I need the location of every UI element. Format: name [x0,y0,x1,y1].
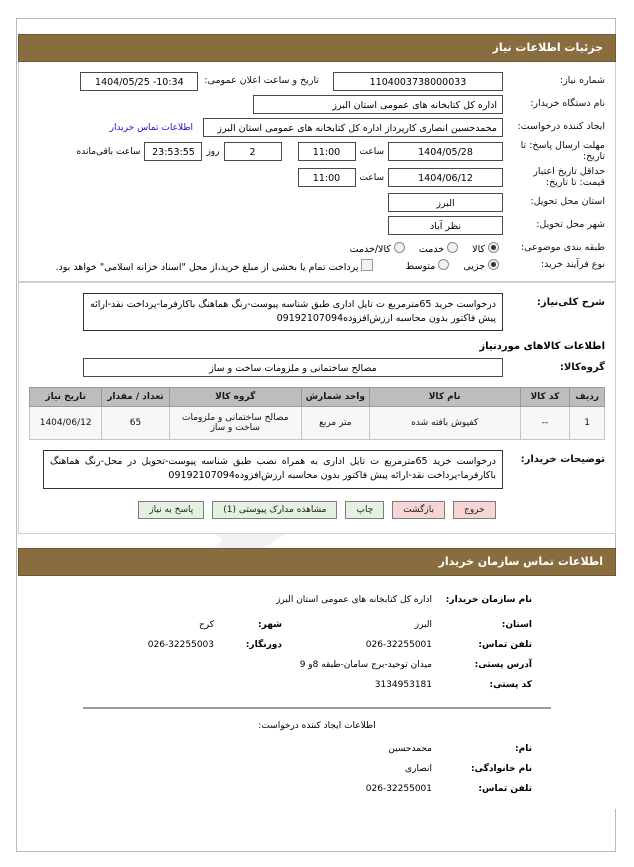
creator-phone-label: تلفن تماس: [478,783,532,794]
buyer-contact-panel [18,576,616,809]
respond-to-need-button[interactable]: پاسخ به نیاز [138,501,204,519]
province-value: البرز [388,193,503,212]
buyer-org-label: نام دستگاه خریدار: [530,98,605,110]
buyer-notes-label: توضیحات خریدار: [520,454,605,466]
creator-label: ایجاد کننده درخواست: [517,121,605,133]
contact-divider [83,707,551,709]
col-quantity: تعداد / مقدار [102,388,169,407]
col-group: گروه کالا [169,388,301,407]
contact-address-value: میدان توحید-برج سامان-طبقه 8و 9 [299,659,432,670]
col-unit: واحد شمارش [301,388,369,407]
hour-label-1: ساعت [359,146,384,157]
city-label: شهر محل تحویل: [536,218,605,230]
category-option-goods-service-label: کالا/خدمت [349,243,391,255]
creator-first-name-value: محمدحسین [388,743,432,754]
category-option-goods[interactable] [472,242,503,255]
cell-code: -- [520,407,570,440]
radio-icon-service[interactable] [447,242,458,253]
row-buyer-org [29,93,605,116]
row-province [29,191,605,214]
row-creator-first-name [102,739,532,759]
category-label: طبقه بندی موضوعی: [520,241,605,253]
days-remaining-value: 2 [224,142,282,161]
category-option-goods-label: کالا [472,243,485,255]
col-row: ردیف [570,388,605,407]
cell-row: 1 [570,407,605,440]
row-buyer-notes [29,448,605,491]
table-row [30,407,605,440]
row-purchase-type [29,257,605,275]
goods-table [29,387,605,440]
summary-label: شرح کلی‌نیاز: [536,296,605,308]
category-option-service-label: خدمت [418,243,445,255]
checkbox-icon-treasury[interactable] [361,259,373,271]
purchase-type-label: نوع فرآیند خرید: [540,259,605,271]
creator-first-name-label: نام: [515,743,532,754]
price-validity-time: 11:00 [298,168,356,187]
public-announce-value: 1404/05/25 -10:34 [80,72,198,91]
price-validity-label: حداقل تاریخ اعتبار قیمت: تا تاریخ: [533,165,605,188]
need-number-label: شماره نیاز: [559,75,605,87]
purchase-type-option-minor-label: جزیی [463,261,485,273]
cell-quantity: 65 [102,407,169,440]
exit-button[interactable]: خروج [453,501,496,519]
creator-value: محمدحسین انصاری کارپرداز اداره کل کتابخانه های عمومی استان البرز [203,118,503,137]
reply-deadline-label: مهلت ارسال پاسخ: تا تاریخ: [520,140,605,162]
row-contact-address [102,655,532,675]
row-goods-group [29,356,605,379]
days-unit-label: روز [206,146,220,157]
contact-address-label: آدرس پستی: [474,659,532,670]
contact-org-value: اداره کل کتابخانه های عمومی استان البرز [276,594,432,605]
price-validity-date: 1404/06/12 [388,168,503,187]
treasury-checkbox-option[interactable] [56,259,378,273]
creator-last-name-label: نام خانوادگی: [470,763,532,774]
creator-last-name-value: انصاری [405,763,432,774]
contact-city-label: شهر: [258,619,282,630]
countdown-label: ساعت باقی‌مانده [76,146,141,157]
buyer-notes-value: درخواست خرید 65مترمربع ت تایل اداری به همراه نصب طبق شناسه پیوست-تحویل در محل-رنگ هماهنگ باکارفرما-پرداخت نقد-ارائه پیش فاکتور بدون محاسبه ارزش‌افزوده09192107094 [43,450,503,489]
row-contact-province-city [102,610,532,635]
view-attachments-button[interactable]: مشاهده مدارک پیوستی (1) [212,501,337,519]
contact-fax-label: دورنگار: [245,639,282,650]
countdown-value: 23:53:55 [144,142,202,161]
cell-need-date: 1404/06/12 [30,407,102,440]
row-contact-postal [102,675,532,695]
summary-goods-panel [18,282,616,534]
contact-org-label: نام سازمان خریدار: [445,594,532,605]
goods-section-title: اطلاعات کالاهای موردنیاز [479,341,605,353]
table-header-row [30,388,605,407]
city-value: نظر آباد [388,216,503,235]
col-name: نام کالا [369,388,520,407]
contact-city-value: کرج [198,619,214,630]
row-category [29,237,605,257]
contact-province-label: استان: [501,619,532,630]
row-contact-phone-fax [102,635,532,655]
col-need-date: تاریخ نیاز [30,388,102,407]
goods-group-label: گروه‌کالا: [559,361,605,373]
need-number-value: 1104003738000033 [333,72,503,91]
cell-group: مصالح ساختمانی و ملزومات ساخت و ساز [169,407,301,440]
contact-postal-label: کد پستی: [489,679,532,690]
row-city [29,214,605,237]
summary-value: درخواست خرید 65مترمربع ت تایل اداری طبق شناسه پیوست-رنگ هماهنگ باکارفرما-پرداخت نقد-ارائه پیش فاکتور بدون محاسبه ارزش‌افزوده09192107094 [83,293,503,332]
public-announce-label: تاریخ و ساعت اعلان عمومی: [204,75,319,87]
action-button-bar [29,491,605,527]
row-creator [29,116,605,139]
radio-icon-goods-service[interactable] [394,242,405,253]
row-creator-last-name [102,759,532,779]
row-price-validity [29,165,605,191]
creator-contact-title: اطلاعات ایجاد کننده درخواست: [258,720,376,731]
radio-icon-minor[interactable] [488,259,499,270]
cell-name: کفپوش بافته شده [369,407,520,440]
back-button[interactable]: بازگشت [392,501,445,519]
row-reply-deadline [29,139,605,165]
reply-deadline-time: 11:00 [298,142,356,161]
purchase-type-option-medium[interactable] [405,259,453,272]
contact-phone-label: تلفن تماس: [478,639,532,650]
buyer-org-value: اداره کل کتابخانه های عمومی استان البرز [253,95,503,114]
category-option-service[interactable] [419,242,462,255]
section-header-buyer-contact: اطلاعات تماس سازمان خریدار [18,548,616,576]
purchase-type-option-minor[interactable] [463,259,503,272]
contact-fax-value: 026-32255003 [147,639,214,650]
category-option-goods-service[interactable] [350,242,409,255]
creator-phone-value: 026-32255001 [365,783,432,794]
buyer-contact-link[interactable]: اطلاعات تماس خریدار [109,122,193,133]
hour-label-2: ساعت [359,172,384,183]
goods-group-value: مصالح ساختمانی و ملزومات ساخت و ساز [83,358,503,377]
section-header-need-details: جزئیات اطلاعات نیاز [18,34,616,62]
radio-icon-goods[interactable] [488,242,499,253]
row-need-number [29,70,605,93]
need-details-panel [18,62,616,282]
province-label: استان محل تحویل: [530,195,605,207]
row-contact-org [102,590,532,610]
print-button[interactable]: چاپ [345,501,384,519]
cell-unit: متر مربع [301,407,369,440]
radio-icon-medium[interactable] [438,259,449,270]
purchase-type-option-medium-label: متوسط [405,261,436,273]
reply-deadline-date: 1404/05/28 [388,142,503,161]
treasury-checkbox-label: پرداخت تمام یا بخشی از مبلغ خرید،از محل "اسناد خزانه اسلامی" خواهد بود. [55,261,359,273]
contact-postal-value: 3134953181 [374,679,432,690]
col-code: کد کالا [520,388,570,407]
contact-phone-value: 026-32255001 [365,639,432,650]
row-summary [29,291,605,334]
row-creator-phone [102,779,532,799]
contact-province-value: البرز [414,619,432,630]
